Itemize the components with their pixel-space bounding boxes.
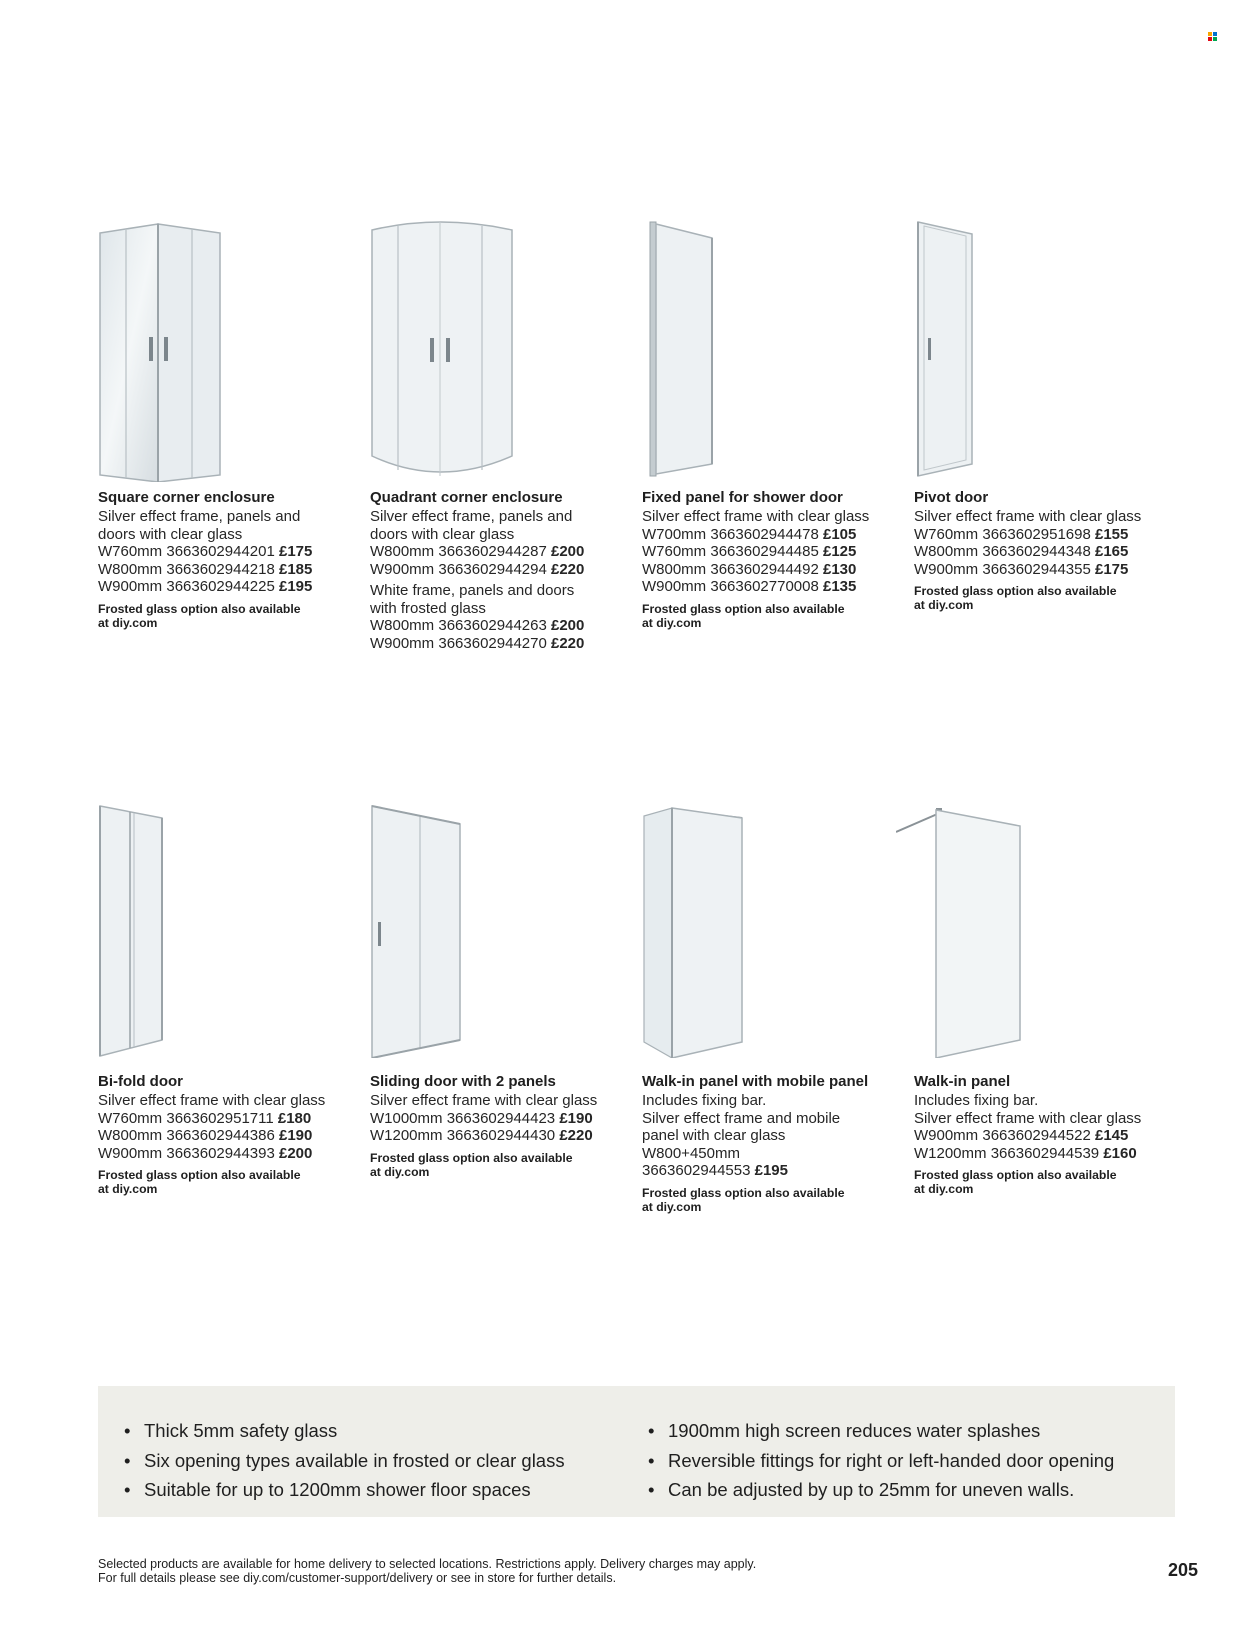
product-description: Includes fixing bar. (914, 1092, 1039, 1109)
walk-in-panel-image (896, 804, 1158, 1058)
product-description: with frosted glass (370, 599, 486, 617)
price: £145 (1094, 1127, 1129, 1144)
frosted-note: Frosted glass option also available at diy.com (914, 584, 1117, 612)
product-description: Silver effect frame with clear glass (914, 508, 1142, 525)
fixed-panel-image (642, 220, 904, 482)
variant-row: W800mm 3663602944492 £130 (642, 560, 857, 578)
product-description: Silver effect frame with clear glass (370, 1092, 598, 1109)
product-title: Bi-fold door (98, 1073, 183, 1090)
price: £195 (278, 578, 313, 595)
product-title: Walk-in panel (914, 1073, 1011, 1090)
frosted-note: Frosted glass option also available at diy.com (98, 601, 301, 630)
frosted-note: Frosted glass option also available at diy.com (914, 1168, 1117, 1196)
variant-row: W800mm 3663602944287 £200 (370, 543, 585, 560)
feature-item: • Six opening types available in frosted or clear glass (120, 1446, 565, 1476)
product-description: doors with clear glass (98, 525, 243, 543)
product-description: Silver effect frame with clear glass (98, 1092, 326, 1109)
frosted-note: Frosted glass option also available at diy.com (642, 1185, 845, 1214)
price: £105 (822, 525, 857, 543)
price: £195 (754, 1162, 788, 1179)
variant-row: W1000mm 3663602944423 £190 (370, 1109, 593, 1127)
page-number: 205 (1168, 1560, 1199, 1580)
product-description: Silver effect frame with clear glass (914, 1109, 1142, 1127)
price: £175 (1094, 560, 1129, 578)
product-description: doors with clear glass (370, 525, 515, 543)
product-title: Walk-in panel with mobile panel (642, 1073, 869, 1090)
quadrant-enclosure-image (370, 220, 632, 482)
variant-row: W900mm 3663602944270 £220 (370, 634, 585, 652)
footer-disclaimer: Selected products are available for home delivery to selected locations. Restrictions apply. Delivery charges may apply. For full details please see diy.com/customer-support/delivery or see in store for further details. (98, 1557, 757, 1585)
feature-item: • Reversible fittings for right or left-handed door opening (644, 1446, 1114, 1476)
variant-row: W900mm 3663602944294 £220 (370, 560, 585, 578)
product-title: Square corner enclosure (98, 489, 275, 506)
brand-logo-icon (1208, 32, 1218, 42)
variant-row: W900mm 3663602944225 £195 (98, 578, 313, 595)
frosted-note: Frosted glass option also available at diy.com (642, 601, 845, 630)
price: £190 (278, 1127, 313, 1144)
price: £200 (550, 617, 585, 634)
price: £200 (550, 543, 585, 560)
feature-item: • Thick 5mm safety glass (120, 1416, 565, 1446)
variant-row: W800mm 3663602944348 £165 (914, 543, 1129, 560)
features-box (98, 1386, 1175, 1517)
variant-row: W800mm 3663602944218 £185 (98, 560, 313, 578)
variant-row: W760mm 3663602951698 £155 (914, 525, 1129, 543)
product-title: Pivot door (914, 489, 989, 506)
features-list-right (644, 1416, 1114, 1505)
price: £155 (1094, 525, 1129, 543)
product-description: Silver effect frame, panels and (370, 508, 573, 525)
square-enclosure-image (98, 220, 360, 482)
product-title: Fixed panel for shower door (642, 489, 843, 506)
price: £135 (822, 578, 857, 595)
variant-row: W760mm 3663602944485 £125 (642, 543, 857, 560)
price: £130 (822, 560, 857, 578)
variant-row: W800mm 3663602944263 £200 (370, 617, 585, 634)
variant-row: W800mm 3663602944386 £190 (98, 1127, 313, 1144)
variant-row: W760mm 3663602951711 £180 (98, 1109, 312, 1127)
feature-item: • Suitable for up to 1200mm shower floor spaces (120, 1475, 565, 1505)
price: £190 (559, 1109, 593, 1127)
sliding-door-image (370, 804, 632, 1058)
variant-row: 3663602944553 £195 (642, 1162, 788, 1179)
frosted-note: Frosted glass option also available at diy.com (370, 1150, 573, 1179)
product-description: Silver effect frame, panels and (98, 508, 301, 525)
product-description: Silver effect frame with clear glass (642, 508, 870, 525)
price: £220 (559, 1127, 593, 1144)
product-description: panel with clear glass (642, 1127, 786, 1144)
variant-row: W1200mm 3663602944539 £160 (914, 1144, 1137, 1162)
pivot-door-image (914, 220, 1176, 482)
price: £220 (550, 634, 585, 652)
product-title: Quadrant corner enclosure (370, 489, 563, 506)
product-title: Sliding door with 2 panels (370, 1073, 556, 1090)
price: £185 (278, 560, 313, 578)
price: £160 (1103, 1144, 1137, 1162)
variant-row: W760mm 3663602944201 £175 (98, 543, 313, 560)
variant-row: W900mm 3663602944522 £145 (914, 1127, 1129, 1144)
price: £200 (278, 1144, 313, 1162)
product-description: W800+450mm (642, 1144, 740, 1162)
variant-row: W1200mm 3663602944430 £220 (370, 1127, 593, 1144)
price: £220 (550, 560, 585, 578)
variant-row: W900mm 3663602944355 £175 (914, 560, 1129, 578)
walk-in-mobile-image (642, 804, 904, 1058)
product-description: White frame, panels and doors (370, 582, 575, 599)
feature-item: • Can be adjusted by up to 25mm for uneven walls. (644, 1475, 1114, 1505)
variant-row: W900mm 3663602770008 £135 (642, 578, 857, 595)
product-description: Includes fixing bar. (642, 1092, 767, 1109)
price: £175 (278, 543, 313, 560)
bi-fold-door-image (98, 804, 360, 1058)
frosted-note: Frosted glass option also available at diy.com (98, 1168, 301, 1196)
variant-row: W700mm 3663602944478 £105 (642, 525, 857, 543)
price: £165 (1094, 543, 1129, 560)
features-list-left (120, 1416, 565, 1505)
price: £125 (822, 543, 857, 560)
variant-row: W900mm 3663602944393 £200 (98, 1144, 313, 1162)
product-description: Silver effect frame and mobile (642, 1109, 841, 1127)
feature-item: • 1900mm high screen reduces water splashes (644, 1416, 1114, 1446)
price: £180 (277, 1109, 312, 1127)
